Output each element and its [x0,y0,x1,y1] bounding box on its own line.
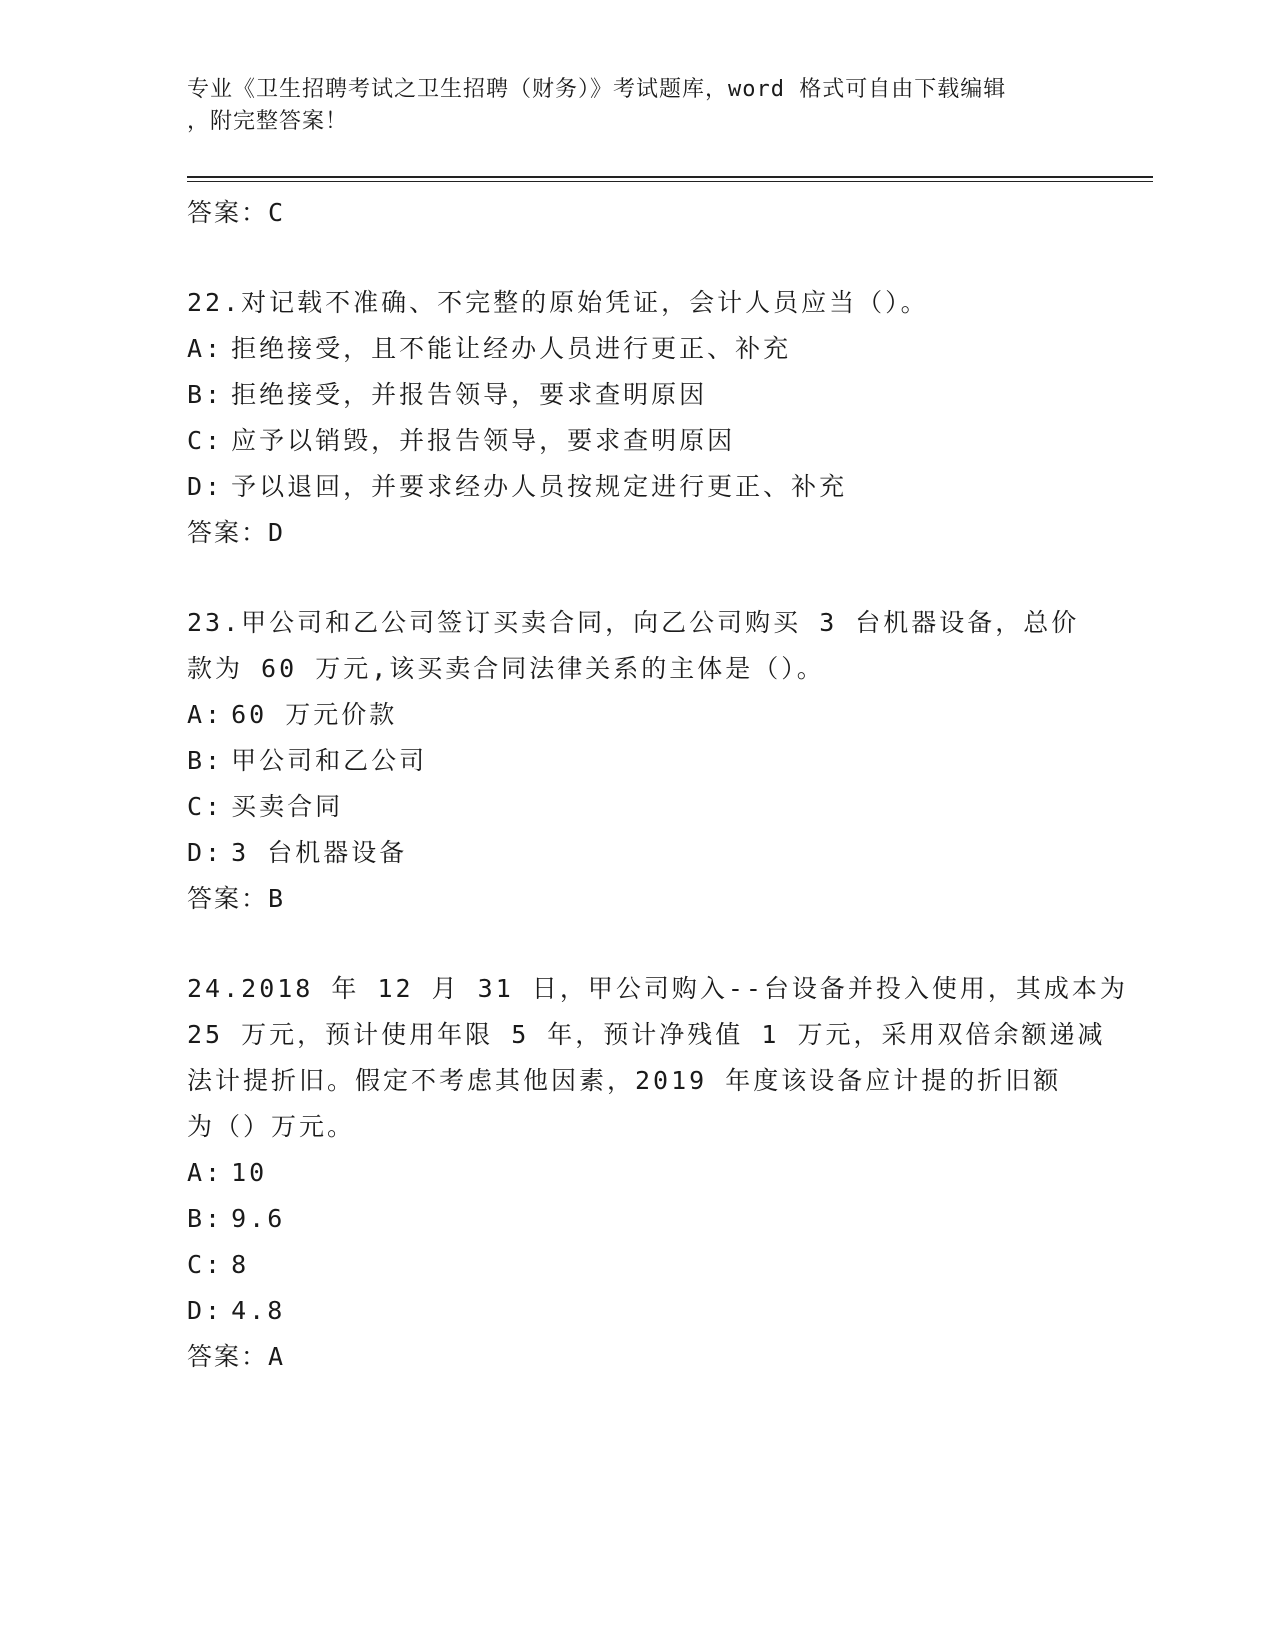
option-d [187,1288,1087,1334]
question-block [187,600,1087,922]
document-header [187,74,1067,138]
option-letter: B: [187,1204,224,1233]
option-a [187,692,1087,738]
question-text: 22.对记载不准确、不完整的原始凭证，会计人员应当（）。 [187,288,929,317]
header-rule-thin [187,181,1153,182]
option-text: 3 台机器设备 [231,838,408,867]
answer-label: 答案： [187,198,269,227]
option-text: 60 万元价款 [231,700,398,729]
question-block [187,966,1128,1380]
answer-label: 答案： [187,1342,269,1371]
option-letter: D: [187,1296,224,1325]
option-b [187,738,1087,784]
answer-line [187,876,1087,922]
option-letter: D: [187,838,224,867]
option-d [187,830,1087,876]
question-text: 款为 60 万元,该买卖合同法律关系的主体是（）。 [187,654,825,683]
option-letter: A: [187,1158,224,1187]
answer-line [187,1334,1087,1380]
option-letter: B: [187,746,224,775]
option-letter: A: [187,334,224,363]
option-d [187,464,1087,510]
header-rule-thick [187,176,1153,178]
answer-line [187,190,1087,236]
question-list [187,190,1128,1380]
question-text: 23.甲公司和乙公司签订买卖合同，向乙公司购买 3 台机器设备，总价 [187,608,1080,637]
answer-label: 答案： [187,884,269,913]
question-block [187,280,1087,556]
answer-line [187,510,1087,556]
option-text: 拒绝接受，且不能让经办人员进行更正、补充 [231,334,792,363]
option-letter: C: [187,1250,224,1279]
option-letter: A: [187,700,224,729]
header-line-1: 专业《卫生招聘考试之卫生招聘（财务）》考试题库，word 格式可自由下载编辑 [187,77,1007,102]
option-c [187,784,1087,830]
option-text: 10 [231,1158,268,1187]
answer-label: 答案： [187,518,269,547]
answer-value: C [268,198,286,227]
option-text: 拒绝接受，并报告领导，要求查明原因 [231,380,708,409]
question-text: 法计提折旧。假定不考虑其他因素，2019 年度该设备应计提的折旧额 [187,1066,1062,1095]
option-c [187,1242,1087,1288]
option-letter: C: [187,792,224,821]
answer-value: A [268,1342,286,1371]
option-text: 应予以销毁，并报告领导，要求查明原因 [231,426,736,455]
option-letter: C: [187,426,224,455]
option-text: 8 [231,1250,250,1279]
option-text: 予以退回，并要求经办人员按规定进行更正、补充 [231,472,848,501]
question-text: 24.2018 年 12 月 31 日，甲公司购入--台设备并投入使用，其成本为 [187,974,1128,1003]
answer-value: B [268,884,286,913]
answer-value: D [268,518,286,547]
option-a [187,326,1087,372]
option-text: 甲公司和乙公司 [231,746,428,775]
option-c [187,418,1087,464]
option-a [187,1150,1087,1196]
option-text: 9.6 [231,1204,286,1233]
question-text: 为（）万元。 [187,1112,356,1141]
option-letter: B: [187,380,224,409]
option-text: 买卖合同 [231,792,344,821]
option-letter: D: [187,472,224,501]
option-b [187,1196,1087,1242]
question-text: 25 万元，预计使用年限 5 年，预计净残值 1 万元，采用双倍余额递减 [187,1020,1106,1049]
option-text: 4.8 [231,1296,286,1325]
header-line-2: ，附完整答案！ [187,109,349,134]
option-b [187,372,1087,418]
